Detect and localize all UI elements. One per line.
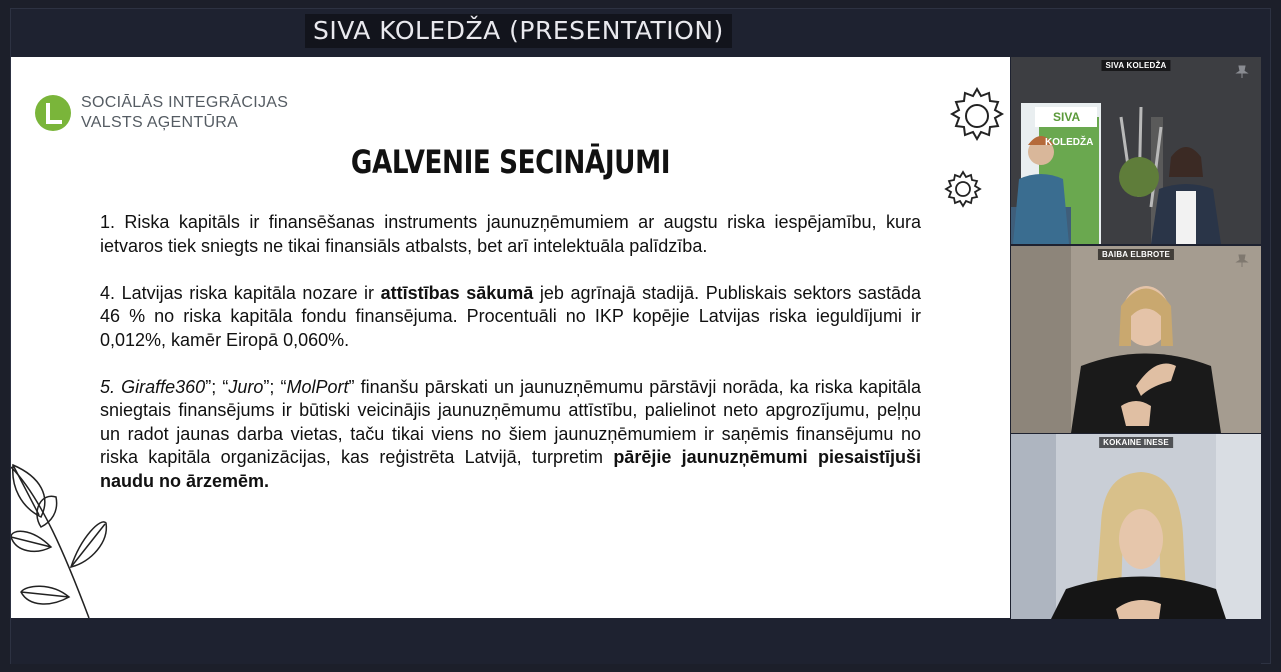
video-feed-speaker: [1011, 434, 1261, 619]
conclusion-4-text-b: jeb agrīnajā stadijā. Publiskais sektors sastāda 46 % no riska kapitāla fondu finansējuma. Procentuāli no IKP kopējie Latvijas riska ieguldījumi ir 0,012%, kamēr Eiropā 0,060%.: [100, 282, 922, 350]
quote-sep-1: ”; “: [205, 376, 229, 397]
logo-line-2: VALSTS AĢENTŪRA: [81, 114, 239, 131]
conclusion-5: [100, 376, 921, 494]
slide-body: [100, 211, 921, 517]
pin-icon[interactable]: [1235, 254, 1249, 268]
room-banner-logo: SIVA: [1035, 107, 1097, 127]
participant-name: BAIBA ELBROTE: [1098, 249, 1174, 260]
agency-logo-icon: [35, 95, 71, 131]
video-tile-baiba-elbrote[interactable]: [1011, 246, 1261, 433]
presentation-title: SIVA KOLEDŽA (PRESENTATION): [305, 14, 732, 48]
conclusion-4: [100, 282, 921, 353]
conclusion-5-text: ” finanšu pārskati un jaunuzņēmumu pārstāvji norāda, ka riska kapitāla sniegtais finansējums ir būtiski veicinājis jaunuzņēmumu attīstību, palielinot neto apgrozījumu, peļņu un radot jaunas darba vietas, taču tikai viens no šiem jaunuzņēmumiem ir saņēmis finansējumu no riska kapitāla organizācijas, kas reģistrēta Latvijā, turpretim: [100, 376, 921, 467]
room-banner-text: KOLEDŽA: [1045, 137, 1094, 148]
leaf-decoration-icon: [11, 457, 111, 618]
logo-line-1: SOCIĀLĀS INTEGRĀCIJAS: [81, 94, 289, 111]
conclusion-4-text-a: 4. Latvijas riska kapitāla nozare ir: [100, 282, 381, 303]
conclusion-5-bold: pārējie jaunuzņēmumi piesaistījuši naudu no ārzemēm.: [100, 447, 922, 491]
conclusion-4-bold: attīstības sākumā: [380, 282, 534, 303]
slide-title: GALVENIE SECINĀJUMI: [350, 143, 671, 181]
conclusion-5-number: 5. Giraffe360: [100, 376, 206, 397]
shared-slide: [11, 57, 1010, 618]
company-juro: Juro: [228, 376, 264, 397]
quote-sep-2: ”; “: [263, 376, 287, 397]
participant-name: SIVA KOLEDŽA: [1101, 60, 1170, 71]
gear-icon: [946, 85, 1008, 147]
conclusion-1: 1. Riska kapitāls ir finansēšanas instruments jaunuzņēmumiem ar augstu riska iespējamību, kura ietvaros tiek sniegts ne tikai finansiāls atbalsts, bet arī intelektuāla palīdzība.: [100, 212, 921, 256]
video-tile-kokaine-inese[interactable]: [1011, 434, 1261, 619]
participant-name: KOKAINE INESE: [1099, 437, 1173, 448]
pin-icon[interactable]: [1235, 65, 1249, 79]
company-molport: MolPort: [286, 376, 349, 397]
video-tile-siva-koledza[interactable]: [1011, 57, 1261, 244]
agency-logo-text: [81, 93, 288, 133]
video-feed-interpreter: [1011, 246, 1261, 433]
small-gear-icon: [943, 169, 983, 209]
video-feed-room: [1011, 57, 1261, 244]
toolbar-area: [11, 620, 1261, 664]
agency-logo: [35, 93, 315, 133]
